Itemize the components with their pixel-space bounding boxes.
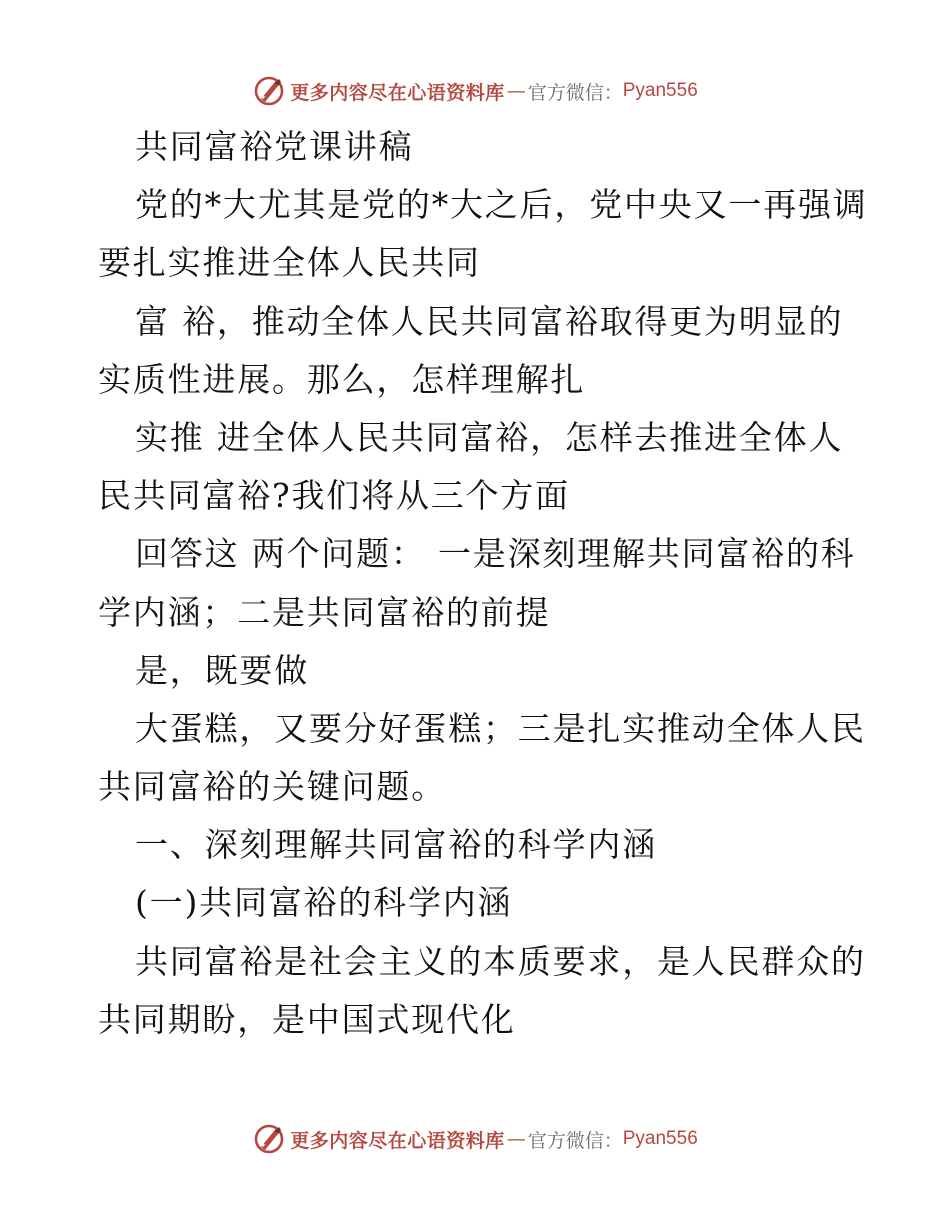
header-banner <box>0 71 950 111</box>
banner-official-label: 官方微信： <box>527 81 623 104</box>
banner-promo-text: 更多内容尽在心语资料库 <box>290 1129 505 1152</box>
text-line: 大蛋糕，又要分好蛋糕；三是扎实推动全体人民 <box>135 708 866 748</box>
text-line: 实质性进展。那么，怎样理解扎 <box>98 359 586 399</box>
banner-official-label: 官方微信： <box>527 1129 623 1152</box>
footer-banner <box>0 1119 950 1159</box>
pen-logo-icon <box>252 74 286 108</box>
banner-promo-text: 更多内容尽在心语资料库 <box>290 81 505 104</box>
text-line: 共同富裕是社会主义的本质要求，是人民群众的 <box>135 941 866 981</box>
text-line: 实推 进全体人民共同富裕，怎样去推进全体人 <box>135 417 844 457</box>
banner-wechat-id: Pyan556 <box>622 1128 698 1149</box>
text-line: 民共同富裕?我们将从三个方面 <box>98 476 570 516</box>
document-body <box>98 118 868 1049</box>
text-line: 富 裕，推动全体人民共同富裕取得更为明显的 <box>135 301 844 341</box>
text-line: 共同富裕的关键问题。 <box>98 767 446 807</box>
text-line: (一)共同富裕的科学内涵 <box>135 883 513 923</box>
text-line: 党的*大尤其是党的*大之后，党中央又一再强调 <box>135 185 868 225</box>
text-line: 回答这 两个问题： 一是深刻理解共同富裕的科 <box>135 534 856 574</box>
text-line: 要扎实推进全体人民共同 <box>98 243 481 283</box>
banner-separator: — <box>506 80 526 102</box>
text-line: 共同期盼，是中国式现代化 <box>98 999 516 1039</box>
document-title: 共同富裕党课讲稿 <box>135 127 414 166</box>
text-line: 学内涵；二是共同富裕的前提 <box>98 592 551 632</box>
text-line: 一、深刻理解共同富裕的科学内涵 <box>135 825 657 865</box>
banner-separator: — <box>506 1128 526 1150</box>
text-line: 是，既要做 <box>135 650 309 690</box>
banner-wechat-id: Pyan556 <box>622 80 698 101</box>
pen-logo-icon <box>252 1122 286 1156</box>
